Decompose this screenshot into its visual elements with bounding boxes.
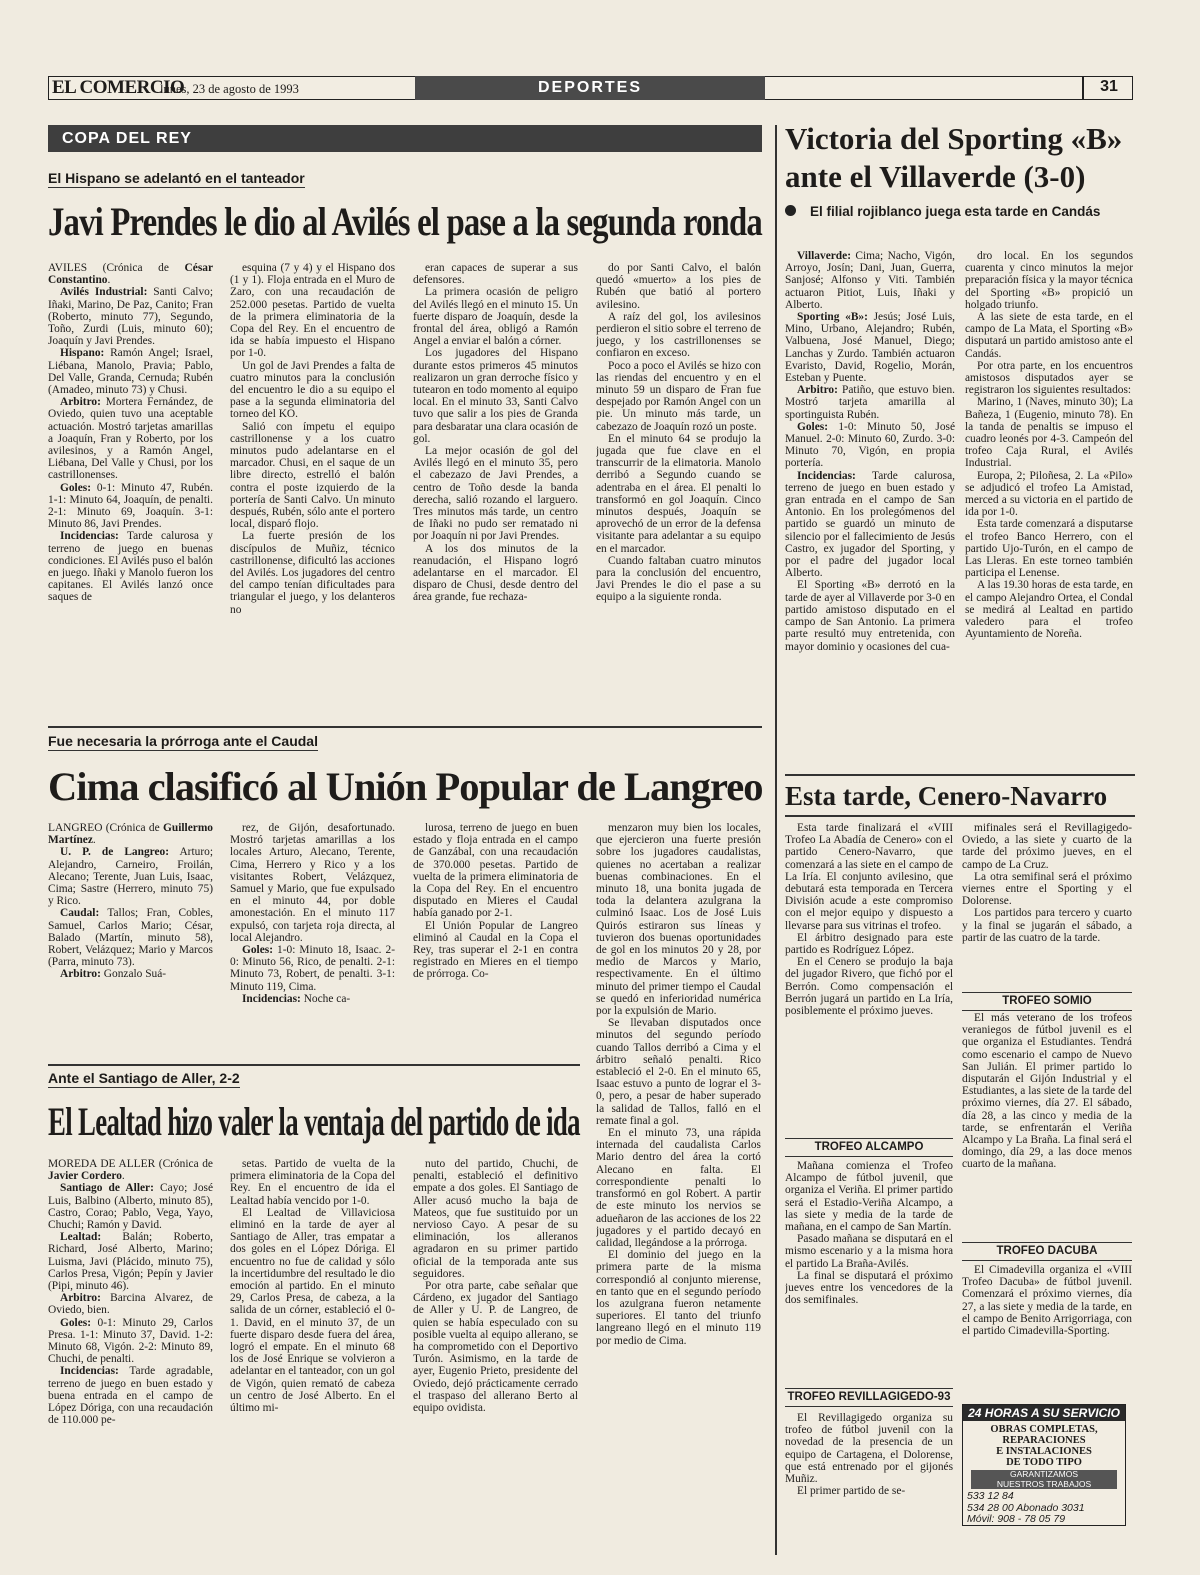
page-number: 31	[1100, 78, 1118, 95]
paragraph: La mejor ocasión de gol del Avilés llegó en el minuto 35, pero el cabezazo de Javi Prendes, a centro de Toño desde la banda derecha, salió rozando el larguero. Tres minutos más tarde, un centro de Iñaki no pudo ser rematado ni por Joaquín ni por Javi Prendes.	[413, 445, 578, 543]
paragraph: Sporting «B»: Jesús; José Luis, Mino, Urbano, Alejandro; Rubén, Valbuena, José Manuel, Diego; Lanchas y Zurdo. También actuaron Evaristo, David, Rogelio, Morán, Esteban y Puente.	[785, 311, 955, 385]
article-column	[48, 822, 213, 1062]
paragraph: El Cimadevilla organiza el «VIII Trofeo Dacuba» de fútbol juvenil. Comenzará el próximo viernes, día 27, a las siete y media de la tarde, en el campo de Benito Arrigorriaga, con el partido Cimadevilla-Sporting.	[962, 1264, 1132, 1338]
article-column	[962, 1264, 1132, 1396]
box-heading: TROFEO REVILLAGIGEDO-93	[785, 1388, 953, 1407]
article-column	[962, 822, 1132, 990]
paragraph: LANGREO (Crónica de Guillermo Martínez.	[48, 822, 213, 847]
paragraph: En el minuto 73, una rápida internada del caudalista Carlos Mario dentro del área la cortó Alecano en falta. El correspondiente penalti lo transformó en gol Robert. A partir de este minuto los nervios se adueñaron de las acciones de los 22 jugadores y el partido decayó en calidad, llegándose a la prórroga.	[596, 1127, 761, 1249]
box-heading: TROFEO ALCAMPO	[785, 1138, 953, 1157]
newspaper-logo: EL COMERCIO	[52, 77, 185, 98]
paragraph: Los partidos para tercero y cuarto y la final se jugarán el sábado, a partir de las cuatro de la tarde.	[962, 907, 1132, 944]
ad-phone: Móvil: 908 - 78 05 79	[967, 1513, 1066, 1525]
article-headline: Javi Prendes le dio al Avilés el pase a la segunda ronda	[48, 199, 762, 244]
paragraph: Villaverde: Cima; Nacho, Vigón, Arroyo, Josín; Dani, Juan, Guerra, Sanjosé; Alfonso y Viti. También actuaron Pitiot, Luis, Iñaki y Alberto.	[785, 250, 955, 311]
paragraph: Arbitro: Patiño, que estuvo bien. Mostró tarjeta amarilla al sportinguista Rubén.	[785, 384, 955, 421]
paragraph: Esta tarde comenzará a disputarse el trofeo Banco Herrero, con el partido Ujo-Turón, en el campo de Las Lleras. En este torneo también participa el Lenense.	[965, 518, 1133, 580]
paragraph: mifinales será el Revillagigedo-Oviedo, a las siete y cuarto de la tarde del próximo jueves, en el campo de La Cruz.	[962, 822, 1132, 871]
paragraph: El Unión Popular de Langreo eliminó al Caudal en la Copa el Rey, tras superar el 2-1 en contra registrado en Mieres en el tiempo de prórroga. Co-	[413, 919, 578, 981]
ad-guarantee	[971, 1470, 1117, 1489]
paragraph: Incidencias: Tarde agradable, terreno de juego en buen estado y buena entrada en el campo de López Dóriga, con una recaudación de 110.000 pe-	[48, 1365, 213, 1427]
ad-line: REPARACIONES	[1002, 1435, 1086, 1446]
paragraph: Goles: 0-1: Minuto 47, Rubén. 1-1: Minuto 64, Joaquín, de penalti. 2-1: Minuto 69, Joaquín. 3-1: Minuto 86, Javi Prendes.	[48, 481, 213, 531]
paragraph: Por otra parte, en los encuentros amistosos disputados ayer se registraron los siguientes resultados:	[965, 359, 1133, 397]
article-kicker: El Hispano se adelantó en el tanteador	[48, 170, 305, 186]
ad-line: OBRAS COMPLETAS,	[990, 1424, 1098, 1435]
paragraph: La otra semifinal será el próximo viernes entre el Sporting y el Dolorense.	[962, 870, 1132, 908]
paragraph: A las siete de esta tarde, en el campo de La Mata, el Sporting «B» disputará un partido amistoso ante el Candás.	[965, 311, 1133, 360]
divider	[785, 774, 1135, 776]
paragraph: El primer partido de se-	[797, 1485, 906, 1498]
paragraph: La fuerte presión de los discípulos de Muñiz, técnico castrillonense, dificultó las acciones del Avilés. Los jugadores del centro del campo tenían dificultades para triangular el juego, y los delanteros no	[230, 530, 395, 616]
article-column	[413, 262, 578, 717]
paragraph: Arbitro: Barcina Alvarez, de Oviedo, bien.	[48, 1292, 213, 1317]
paragraph: menzaron muy bien los locales, que ejercieron una fuerte presión sobre los jugadores caudalistas, quienes no acertaban a realizar buenas combinaciones. En el minuto 18, una bonita jugada de toda la delantera azulgrana la culminó Isaac. Los de José Luis Quirós estiraron sus líneas y tuvieron dos buenas oportunidades de gol en los minutos 20 y 28, por medio de Marcos y Mario, respectivamente. En el último minuto del primer tiempo el Caudal se quedó en inferioridad numérica por la expulsión de Mario.	[596, 822, 761, 1018]
paragraph: Los jugadores del Hispano durante estos primeros 45 minutos realizaron un gran derroche físico y tutearon en todo momento al equipo local. En el minuto 33, Santi Calvo tuvo que salir a los pies de Granda para desbaratar una clara ocasión de gol.	[413, 347, 578, 445]
paragraph: Pasado mañana se disputará en el mismo escenario y a la misma hora el partido La Braña-Avilés.	[785, 1233, 953, 1270]
divider	[48, 726, 762, 728]
paragraph: Hispano: Ramón Angel; Israel, Liébana, Manolo, Pravia; Pablo, Del Valle, Granda, Cernuda; Rubén (Amadeo, minuto 73) y Chusi.	[48, 347, 213, 397]
paragraph: A los dos minutos de la reanudación, el Hispano logró adelantarse en el marcador. El disparo de Chusi, desde dentro del área grande, fue rechaza-	[413, 542, 578, 604]
article-column	[230, 822, 395, 1062]
section-band: COPA DEL REY	[48, 125, 762, 152]
divider	[785, 815, 1135, 817]
paragraph: Salió con ímpetu el equipo castrillonense y a los cuatro minutos pudo adelantarse en el marcador. Chusi, en el saque de un libre directo, estrelló el balón contra el poste izquierdo de la portería de Santi Calvo. Un minuto después, Rubén, sólo ante el portero local, disparó flojo.	[230, 420, 395, 531]
paragraph: Europa, 2; Piloñesa, 2. La «Pilo» se adjudicó el trofeo La Amistad, merced a su victoria en el partido de ida por 1-0.	[965, 469, 1133, 519]
sidebar-subheadline: El filial rojiblanco juega esta tarde en Candás	[810, 204, 1101, 219]
paragraph: Marino, 1 (Naves, minuto 30); La Bañeza, 1 (Eugenio, minuto 78). En la tanda de penaltis se impuso el cuadro leonés por 4-3. Campeón del trofeo Caja Rural, el Avilés Industrial.	[965, 396, 1133, 470]
ad-guarantee-line: NUESTROS TRABAJOS	[996, 1478, 1092, 1489]
article-column	[413, 1158, 578, 1553]
section-title: DEPORTES	[415, 76, 765, 100]
sidebar-headline: Victoria del Sporting «B» ante el Villaverde (3-0)	[785, 121, 1123, 194]
paragraph: nuto del partido, Chuchi, de penalti, estableció el definitivo empate a dos goles. El Santiago de Aller acusó mucho la baja de Mateos, que fue sustituido por un nervioso Cayo. A pesar de su eliminación, los alleranos agradaron en su primer partido oficial de la temporada ante sus seguidores.	[413, 1158, 578, 1280]
paragraph: A raíz del gol, los avilesinos perdieron el sitio sobre el terreno de juego, y los castrillonenses se confiaron en exceso.	[596, 310, 761, 360]
paragraph: MOREDA DE ALLER (Crónica de Javier Cordero.	[48, 1158, 213, 1183]
paragraph: do por Santi Calvo, el balón quedó «muerto» a los pies de Rubén que batió al portero avilesino.	[596, 262, 761, 311]
box-heading: TROFEO SOMIO	[962, 992, 1132, 1011]
article-column	[596, 822, 761, 1552]
paragraph: Incidencias: Tarde calurosa y terreno de juego en buenas condiciones. El Avilés puso el balón en juego. Iñaki y Manolo fueron los capitanes. El Avilés lanzó once saques de	[48, 530, 213, 604]
paragraph: U. P. de Langreo: Arturo; Alejandro, Carneiro, Froilán, Alecano; Terente, Juan Luis, Isaac, Cima; Sastre (Herrero, minuto 75) y Rico.	[48, 846, 213, 908]
article-column	[413, 822, 578, 1062]
article-column	[785, 822, 953, 1134]
paragraph: Santiago de Aller: Cayo; José Luis, Balbino (Alberto, minuto 85), Castro, Corao; Pablo, Vega, Yayo, Chuchi; Ramón y David.	[48, 1182, 213, 1232]
paragraph: Por otra parte, cabe señalar que Cárdeno, ex jugador del Santiago de Aller y U. P. de Langreo, de quien se había especulado con su posible vuelta al equipo allerano, se ha comprometido con el Deportivo Turón. Asimismo, en la tarde de ayer, Eugenio Prieto, presidente del Oviedo, dejó prácticamente cerrado el traspaso del allerano Berto al equipo ovidista.	[413, 1280, 578, 1415]
paragraph: A las 19.30 horas de esta tarde, en el campo Alejandro Ortea, el Condal se medirá al Lealtad en partido valedero para el trofeo Ayuntamiento de Noreña.	[965, 579, 1133, 641]
paragraph: Incidencias: Tarde calurosa, terreno de juego en buen estado y gran entrada en el campo de San Antonio. En los prolegómenos del partido se guardó un minuto de silencio por el fallecimiento de Jesús Castro, ex jugador del Sporting, y por el padre del jugador local Alberto.	[785, 469, 955, 580]
paragraph: AVILES (Crónica de César Constantino.	[48, 262, 213, 287]
paragraph: Cuando faltaban cuatro minutos para la conclusión del encuentro, Javi Prendes le dio el pase a su equipo a la siguiente ronda.	[596, 554, 761, 604]
paragraph: lurosa, terreno de juego en buen estado y floja entrada en el campo de Ganzábal, con una recaudación de 370.000 pesetas. Partido de vuelta de la primera eliminatoria de la Copa del Rey. En el encuentro disputado en Mieres el Caudal había ganado por 2-1.	[413, 822, 578, 920]
article-column	[48, 1158, 213, 1553]
ad-line: DE TODO TIPO	[1006, 1457, 1082, 1468]
paragraph: La final se disputará el próximo jueves entre los vencedores de la dos semifinales.	[785, 1269, 953, 1307]
paragraph: El Sporting «B» derrotó en la tarde de ayer al Villaverde por 3-0 en partido amistoso disputado en el campo de San Antonio. La primera parte resultó muy entretenida, con mayor dominio y ocasiones del cua-	[785, 579, 955, 653]
article-kicker: Ante el Santiago de Aller, 2-2	[48, 1070, 240, 1086]
paragraph: El Lealtad de Villaviciosa eliminó en la tarde de ayer al Santiago de Aller, tras empatar a dos goles en el López Dóriga. El encuentro no fue de calidad y sólo la incertidumbre del resultado le dio emoción al partido. En el minuto 29, Carlos Presa, de cabeza, a la salida de un córner, estableció el 0-1. David, en el minuto 37, de un fuerte disparo desde fuera del área, logró el empate. En el minuto 68 los de José Enrique se volvieron a adelantar en el tanteador, con un gol de Vigón, quien remató de cabeza un centro de José Alberto. En el último mi-	[230, 1206, 395, 1415]
article-column	[965, 250, 1133, 765]
article-column	[962, 1012, 1132, 1236]
sidebar-headline: Esta tarde, Cenero-Navarro	[785, 781, 1108, 811]
paragraph: Mañana comienza el Trofeo Alcampo de fútbol juvenil, que organiza el Veriña. El primer partido será el Estadio-Veriña Alcampo, a las siete y media de la tarde de mañana, en el campo de San Martín.	[785, 1160, 953, 1234]
ad-phone: 534 28 00 Abonado 3031	[967, 1501, 1085, 1514]
paragraph: eran capaces de superar a sus defensores.	[413, 262, 578, 287]
ad-title: 24 HORAS A SU SERVICIO	[963, 1405, 1125, 1421]
paragraph: Un gol de Javi Prendes a falta de cuatro minutos para la conclusión del encuentro le dio a su equipo el pase a la segunda eliminatoria del torneo del KO.	[230, 359, 395, 421]
paragraph: Poco a poco el Avilés se hizo con las riendas del encuentro y en el minuto 59 un disparo de Fran fue despejado por Ramón Angel con un pie. Un minuto más tarde, un cabezazo de Joaquín rozó un poste.	[596, 359, 761, 433]
classified-ad	[962, 1404, 1126, 1526]
paragraph: Caudal: Tallos; Fran, Cobles, Samuel, Carlos Mario; César, Balado (Martín, minuto 58), Robert, Velázquez; Mario y Marcos (Parra, minuto 73).	[48, 907, 213, 969]
paragraph: Se llevaban disputados once minutos del segundo período cuando Tallos derribó a Cima y el árbitro señaló penalti. Rico estableció el 2-0. En el minuto 65, Isaac estuvo a punto de lograr el 3-0, pero, a pesar de haber superado la salidad de Tallos, falló en el remate final a gol.	[596, 1017, 761, 1127]
paragraph: dro local. En los segundos cuarenta y cinco minutos la mejor preparación física y la mayor técnica del Sporting «B» propició un holgado triunfo.	[965, 250, 1133, 311]
ad-line: E INSTALACIONES	[996, 1446, 1092, 1457]
issue-date: lunes, 23 de agosto de 1993	[160, 82, 299, 96]
article-column	[230, 1158, 395, 1553]
paragraph: Esta tarde finalizará el «VIII Trofeo La Abadía de Cenero» con el partido Cenero-Navarro, que comenzará a las siete en el campo de La Iría. El conjunto avilesino, que debutará esta temporada en Tercera División acude a este compromiso con el mejor equipo y dispuesto a llevarse para sus vitrinas el trofeo.	[785, 822, 953, 932]
paragraph: El Revillagigedo organiza su trofeo de fútbol juvenil con la novedad de la presencia de un equipo de Cartagena, el Dolorense, que está entrenado por el gijonés Muñiz.	[785, 1412, 953, 1486]
paragraph: Avilés Industrial: Santi Calvo; Iñaki, Marino, De Paz, Canito; Fran (Roberto, minuto 77), Segundo, Toño, Zurdi (Luis, minuto 60); Joaquín y Javi Prendes.	[48, 286, 213, 348]
bullet-icon	[785, 205, 796, 216]
paragraph: En el Cenero se produjo la baja del jugador Rivero, que fichó por el Berrón. Como compensación el Berrón jugará un partido en La Iría, posiblemente el próximo jueves.	[785, 956, 953, 1018]
article-column	[785, 1412, 953, 1554]
article-column	[785, 1160, 953, 1384]
paragraph: En el minuto 64 se produjo la jugada que fue clave en el transcurrir de la elimatoria. Manolo derribó a Segundo cuando se adentraba en el área. El penalti lo transformó en gol Joaquín. Cinco minutos después, Joaquín se aprovechó de un error de la defensa visitante para adelantar a su equipo en el marcador.	[596, 432, 761, 555]
article-headline: El Lealtad hizo valer la ventaja del partido de ida	[48, 1099, 580, 1144]
ad-phone: 533 12 84	[967, 1490, 1014, 1502]
header-divider	[1082, 76, 1084, 100]
paragraph: Goles: 0-1: Minuto 29, Carlos Presa. 1-1: Minuto 37, David. 1-2: Minuto 68, Vigón. 2-2: Minuto 89, Chuchi, de penalti.	[48, 1316, 213, 1366]
article-column	[48, 262, 213, 717]
paragraph: El dominio del juego en la primera parte de la misma correspondió al conjunto mierense, en tanto que en el segundo período los azulgrana fueron netamente superiores. El tanto del triunfo langreano llegó en el minuto 119 por medio de Cima.	[596, 1249, 761, 1347]
ad-guarantee-line: GARANTIZAMOS	[1009, 1469, 1078, 1479]
paragraph: Goles: 1-0: Minuto 50, José Manuel. 2-0: Minuto 60, Zurdo. 3-0: Minuto 70, Vigón, en propia portería.	[785, 420, 955, 470]
paragraph: La primera ocasión de peligro del Avilés llegó en el minuto 15. Un fuerte disparo de Joaquín, desde la frontal del área, obligó a Ramón Angel a enviar el balón a córner.	[413, 286, 578, 348]
column-rule	[775, 125, 777, 1555]
paragraph: esquina (7 y 4) y el Hispano dos (1 y 1). Floja entrada en el Muro de Zaro, con una recaudación de 252.000 pesetas. Partido de vuelta de la primera eliminatoria de la Copa del Rey. En el encuentro de ida se había impuesto el Hispano por 1-0.	[230, 262, 395, 360]
paragraph: El más veterano de los trofeos veraniegos de fútbol juvenil es el que organiza el Estudiantes. Tendrá como escenario el campo de Nuevo San Julián. El primer partido lo disputarán el Gijón Industrial y el Estudiantes, a las siete de la tarde del próximo viernes, día 27. El sábado, día 28, a las cinco y media de la tarde, se enfrentarán el Veriña Alcampo y La Braña. La final será el domingo, día 29, a las doce menos cuarto de la mañana.	[962, 1012, 1132, 1171]
divider	[48, 1064, 580, 1066]
paragraph: Lealtad: Balán; Roberto, Richard, José Alberto, Marino; Luisma, Javi (Plácido, minuto 75), Carlos Presa, Vigón; Pepín y Javier (Pipi, minuto 46).	[48, 1231, 213, 1293]
article-column	[785, 250, 955, 765]
article-column	[596, 262, 761, 717]
paragraph: rez, de Gijón, desafortunado. Mostró tarjetas amarillas a los locales Arturo, Alecano, Terente, Cima, Herrero y Rico y a los visitantes Robert, Velázquez, Samuel y Mario, que fue expulsado en el minuto 44, por doble amonestación. En el minuto 117 expulsó, con tarjeta roja directa, al local Alejandro.	[230, 822, 395, 944]
box-heading: TROFEO DACUBA	[962, 1242, 1132, 1261]
article-column	[230, 262, 395, 717]
paragraph: Arbitro: Gonzalo Suá-	[60, 968, 167, 981]
paragraph: Goles: 1-0: Minuto 18, Isaac. 2-0: Minuto 56, Rico, de penalti. 2-1: Minuto 73, Robert, de penalti. 3-1: Minuto 119, Cima.	[230, 944, 395, 993]
paragraph: setas. Partido de vuelta de la primera eliminatoria de la Copa del Rey. En el encuentro de ida el Lealtad había vencido por 1-0.	[230, 1158, 395, 1207]
paragraph: El árbitro designado para este partido es Rodríguez López.	[785, 931, 953, 957]
article-headline: Cima clasificó al Unión Popular de Langreo	[48, 764, 763, 809]
article-kicker: Fue necesaria la prórroga ante el Caudal	[48, 733, 318, 749]
paragraph: Incidencias: Noche ca-	[242, 992, 351, 1005]
paragraph: Arbitro: Mortera Fernández, de Oviedo, quien tuvo una aceptable actuación. Mostró tarjetas amarillas a Joaquín, Fran y Roberto, por los avilesinos, y a Ramón Angel, Liébana, Del Valle y Chusi, por los castrillonenses.	[48, 396, 213, 482]
